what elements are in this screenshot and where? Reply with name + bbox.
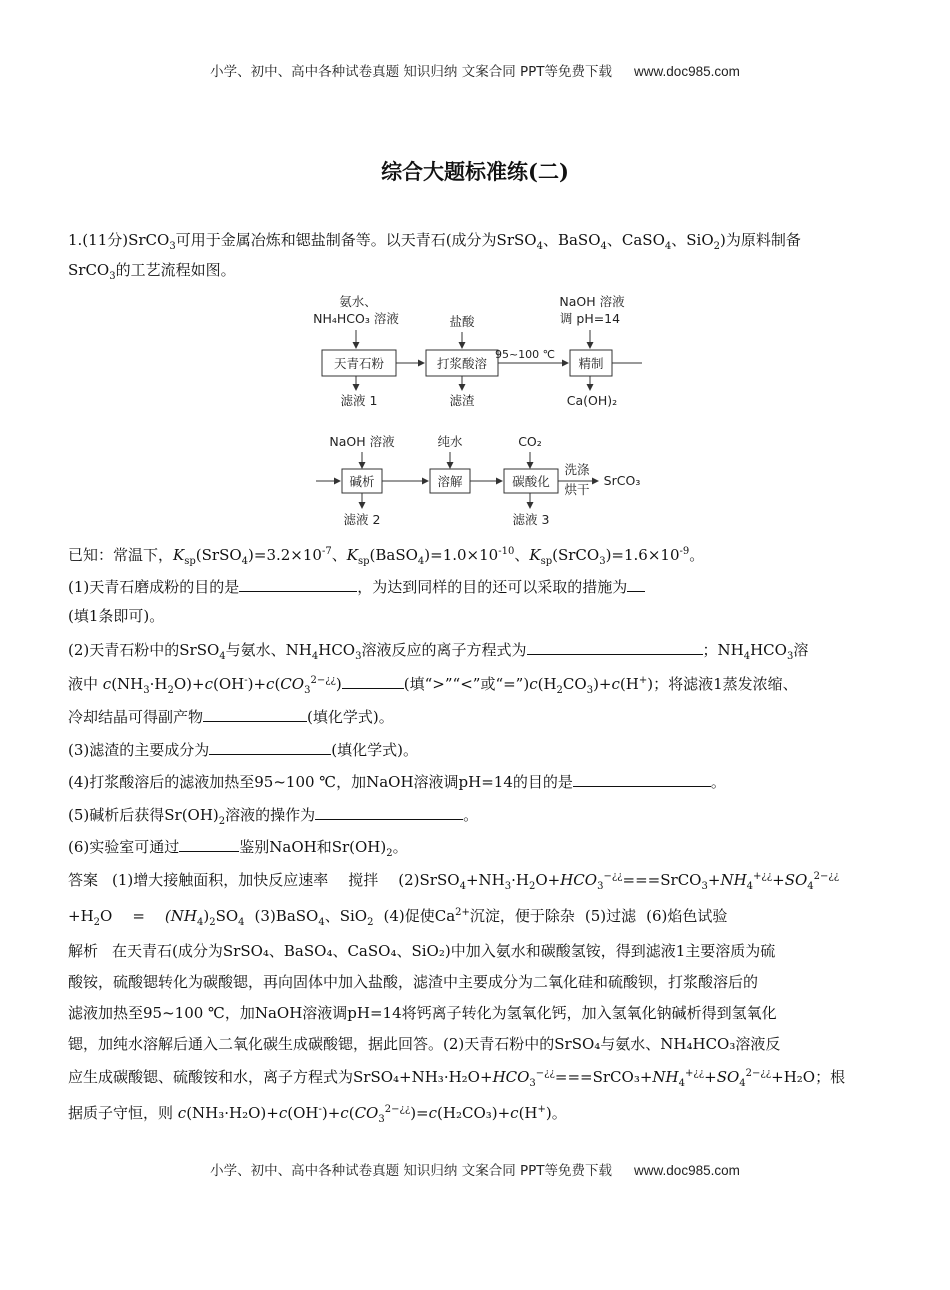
flow-input-naoh-2: NaOH 溶液 <box>329 434 395 449</box>
flow-box-refine-label: 精制 <box>578 356 604 371</box>
answer-label: 答案 <box>68 871 99 889</box>
page-footer <box>0 1159 950 1179</box>
flow-box-alkali-precip-label: 碱析 <box>349 474 375 489</box>
flow-input-ph: 调 pH=14 <box>559 311 621 326</box>
flow-output-filtrate2: 滤液 2 <box>343 512 381 527</box>
answer-blank-1a[interactable] <box>239 576 357 592</box>
header-text: 小学、初中、高中各种试卷真题 知识归纳 文案合同 PPT等免费下载 <box>210 64 613 80</box>
answer-line-2: $+H_2O = (NH_4)_2SO_4$ (3)BaSO$_4$、SiO$_2$ (4)促使$Ca^{2+}$沉淀，便于除杂 (5)过滤 (6)焰色试验 <box>68 907 728 928</box>
flow-input-co2: CO₂ <box>518 434 542 449</box>
page-header <box>0 60 950 80</box>
sub-question-3: (3)滤渣的主要成分为 (填化学式)。 <box>68 741 418 759</box>
answer-blank-3[interactable] <box>209 739 331 755</box>
q1-intro-line1: 1.(11分)SrCO$_3$可用于金属冶炼和锶盐制备等。以天青石(成分为SrSO$_4$、BaSO$_4$、CaSO$_4$、SiO$_2$)为原料制备 <box>68 231 801 252</box>
flow-output-residue: 滤渣 <box>449 393 475 408</box>
flow-step-dry: 烘干 <box>564 482 590 497</box>
answer-blank-2c[interactable] <box>203 706 307 722</box>
analysis-line-1: 解析 在天青石(成分为SrSO₄、BaSO₄、CaSO₄、SiO₂)中加入氨水和碳酸氢铵，得到滤液1主要溶质为硫 <box>68 942 776 960</box>
flow-input-hcl: 盐酸 <box>449 314 475 329</box>
analysis-line-4: 锶，加纯水溶解后通入二氧化碳生成碳酸锶，据此回答。(2)天青石粉中的SrSO₄与氨水、NH₄HCO₃溶液反 <box>68 1035 781 1053</box>
flow-output-caoh2: Ca(OH)₂ <box>566 393 618 408</box>
sub-question-1: (1)天青石磨成粉的目的是 ，为达到同样的目的还可以采取的措施为 <box>68 576 883 597</box>
analysis-line-2: 酸铵，硫酸锶转化为碳酸锶，再向固体中加入盐酸，滤渣中主要成分为二氧化硅和硫酸钡，打浆酸溶后的 <box>68 973 759 991</box>
flow-output-filtrate1: 滤液 1 <box>340 393 378 408</box>
known-ksp-line: 已知：常温下，$K_{sp}(SrSO_4)=3.2\times 10^{-7}$、$K_{sp}(BaSO_4)=1.0\times 10^{-10}$、$K_{sp}(SrCO_3)=1.6\times 10^{-9}$。 <box>68 546 705 567</box>
sub-question-2-cont2: 冷却结晶可得副产物 (填化学式)。 <box>68 708 394 726</box>
flow-arrow-temp: 95~100 ℃ <box>494 348 556 361</box>
flow-output-filtrate3: 滤液 3 <box>512 512 550 527</box>
analysis-line-5: 应生成碳酸锶、硫酸铵和水，离子方程式为$SrSO_4+NH_3\cdot H_2O+HCO_3^{-¿¿}===SrCO_3+NH_4^{+¿¿}+SO_4^{2-¿¿}+H_2O$；根 <box>68 1068 846 1089</box>
analysis-line-6: 据质子守恒，则 $c(NH_3\cdot H_2O)+c(OH^-)+c(CO_3^{2-¿¿})=c(H_2CO_3)+c(H^+)$。 <box>68 1104 567 1125</box>
flow-input-nh4hco3: NH₄HCO₃ 溶液 <box>313 311 399 326</box>
analysis-line-3: 滤液加热至95~100 ℃，加NaOH溶液调pH=14将钙离子转化为氢氧化钙，加入氢氧化钠碱析得到氢氧化 <box>68 1004 777 1022</box>
sub-question-2-cont: 液中 $c(NH_3\cdot H_2O)+c(OH^-)+c(CO_3^{2-¿¿})$ (填“>”“<”或“$=”)c(H_2CO_3)+c(H^+)$；将滤液1蒸发浓缩、 <box>68 675 798 696</box>
flow-box-carbonation-label: 碳酸化 <box>512 474 550 489</box>
flow-box-dissolve-label: 溶解 <box>437 474 463 489</box>
flow-box-celestite-label: 天青石粉 <box>333 356 385 371</box>
sub-question-5: (5)碱析后获得$Sr(OH)_2$溶液的操作为 。 <box>68 806 479 827</box>
flow-input-naoh-1: NaOH 溶液 <box>559 294 625 309</box>
header-url[interactable]: www.doc985.com <box>634 64 740 79</box>
flow-step-wash: 洗涤 <box>564 462 590 477</box>
answer-blank-2a[interactable] <box>527 639 703 655</box>
answer-blank-2b[interactable] <box>342 673 404 689</box>
q1-intro-line2: SrCO$_3$的工艺流程如图。 <box>68 261 236 282</box>
answer-blank-5[interactable] <box>315 804 463 820</box>
flow-input-ammonia: 氨水、 <box>339 294 377 309</box>
answer-blank-6[interactable] <box>179 836 239 852</box>
answer-line-1: 答案 (1)增大接触面积，加快反应速率 搅拌 $(2)SrSO_4+NH_3\cdot H_2O+HCO_3^{-¿¿}===SrCO_3+NH_4^{+¿¿}+SO_4^{2-¿¿}$ <box>68 871 840 892</box>
sub-question-6: (6)实验室可通过 鉴别NaOH和$Sr(OH)_2$。 <box>68 838 408 859</box>
answer-blank-4[interactable] <box>573 771 711 787</box>
flow-input-water: 纯水 <box>437 434 463 449</box>
sub-question-2: (2)天青石粉中的SrSO$_4$与氨水、$NH_4HCO_3$溶液反应的离子方程式为 ；$NH_4HCO_3$溶 <box>68 641 809 662</box>
page-title: 综合大题标准练(二) <box>381 159 569 184</box>
sub-question-4: (4)打浆酸溶后的滤液加热至95~100 ℃，加NaOH溶液调pH=14的目的是 。 <box>68 773 726 791</box>
analysis-label: 解析 <box>68 942 99 960</box>
flow-product-srco3: SrCO₃ <box>603 473 641 488</box>
footer-url[interactable]: www.doc985.com <box>634 1163 740 1178</box>
footer-text: 小学、初中、高中各种试卷真题 知识归纳 文案合同 PPT等免费下载 <box>210 1163 613 1179</box>
answer-blank-1b[interactable] <box>627 576 645 592</box>
process-flow-diagram <box>300 288 650 533</box>
sub-question-1-cont: (填1条即可)。 <box>68 607 165 625</box>
flow-box-acid-dissolve-label: 打浆酸溶 <box>436 356 488 371</box>
